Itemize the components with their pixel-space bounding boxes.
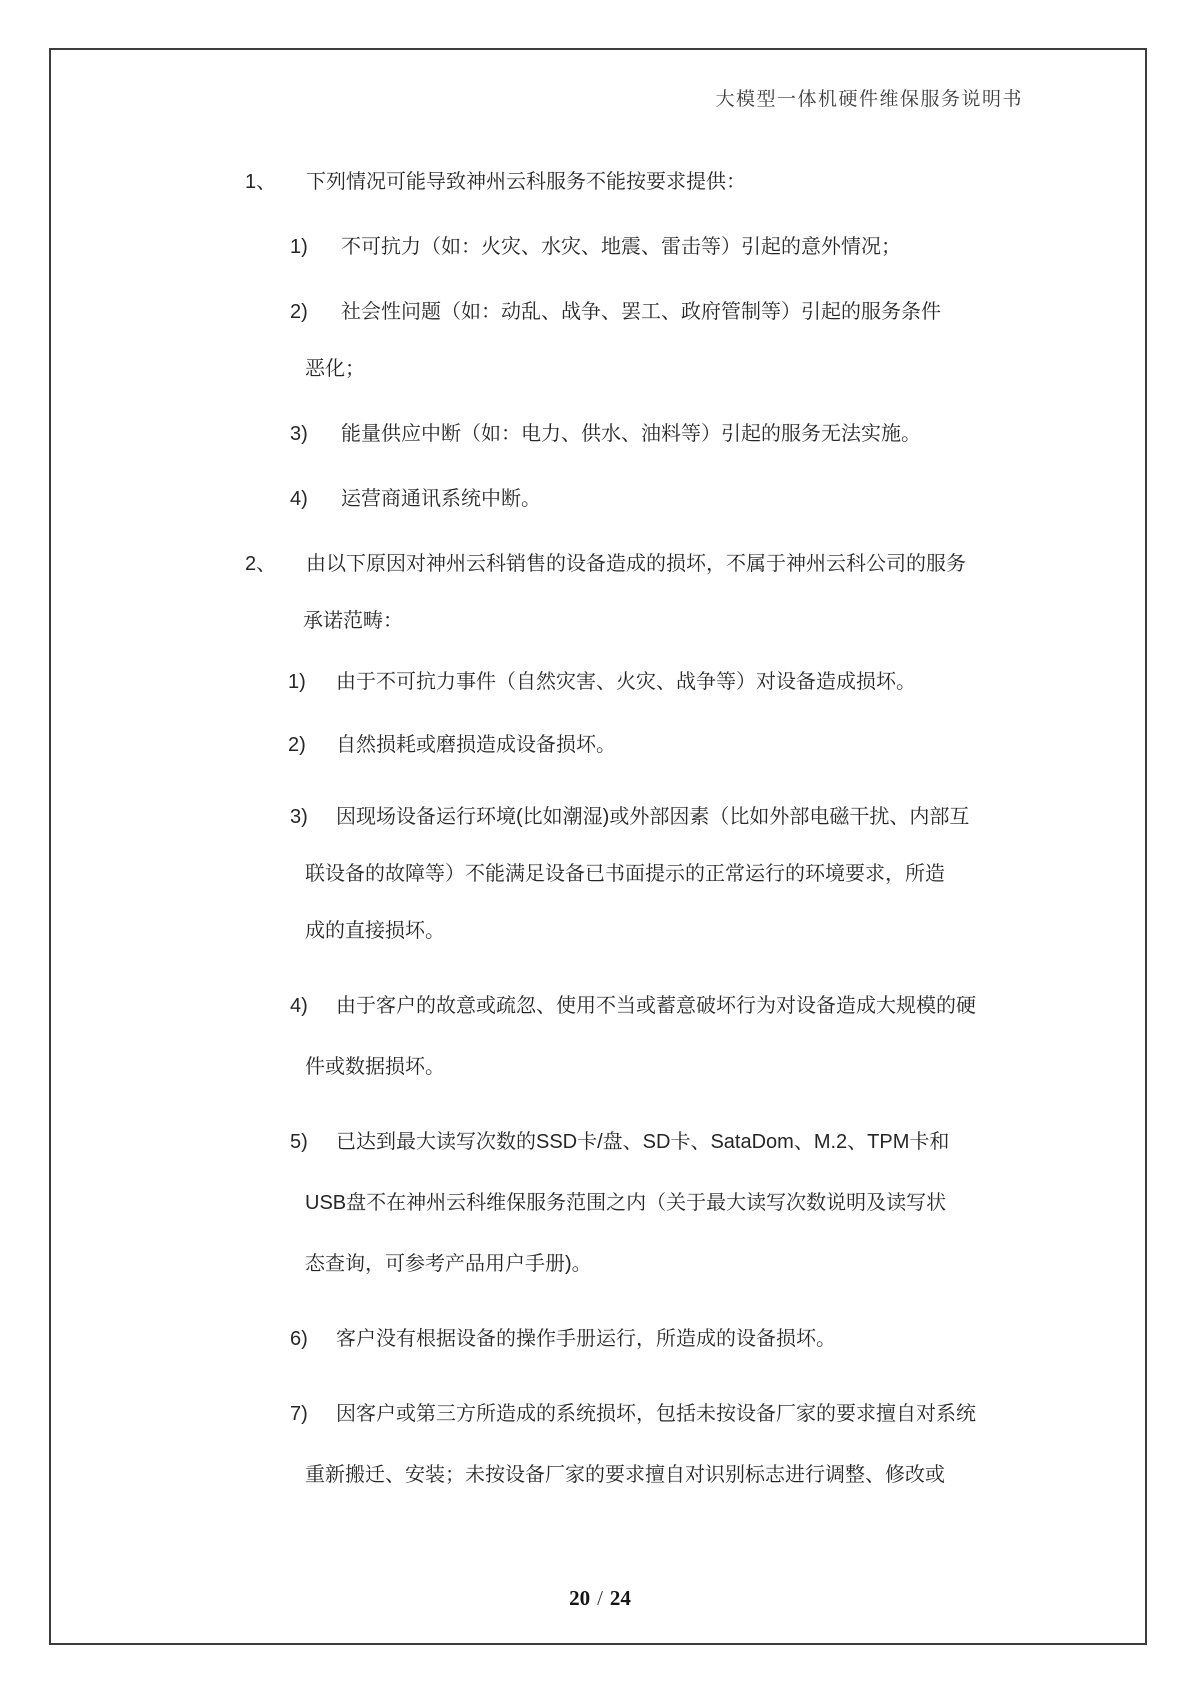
list-item-line: 联设备的故障等）不能满足设备已书面提示的正常运行的环境要求，所造: [305, 863, 945, 885]
list-item-number: 2): [290, 301, 308, 323]
list-item-line: 社会性问题（如：动乱、战争、罢工、政府管制等）引起的服务条件: [341, 301, 941, 323]
list-item-line: 重新搬迁、安装；未按设备厂家的要求擅自对识别标志进行调整、修改或: [305, 1464, 945, 1486]
list-item-line: 由于客户的故意或疏忽、使用不当或蓄意破坏行为对设备造成大规模的硬: [336, 995, 976, 1017]
list-item-line: 因现场设备运行环境(比如潮湿)或外部因素（比如外部电磁干扰、内部互: [336, 806, 970, 828]
section-number: 2、: [245, 553, 277, 575]
list-item-number: 3): [290, 423, 308, 445]
list-item-line: 自然损耗或磨损造成设备损坏。: [336, 734, 616, 756]
list-item-number: 3): [290, 806, 308, 828]
list-item-line: 客户没有根据设备的操作手册运行，所造成的设备损坏。: [336, 1328, 836, 1350]
footer-current-page: 20: [569, 1586, 591, 1610]
section-heading-line: 承诺范畴：: [303, 610, 403, 632]
header-title: 大模型一体机硬件维保服务说明书: [715, 89, 1023, 110]
list-item-line: USB盘不在神州云科维保服务范围之内（关于最大读写次数说明及读写状: [305, 1192, 947, 1214]
list-item-line: 成的直接损坏。: [305, 920, 445, 942]
list-item-number: 1): [290, 236, 308, 258]
list-item-number: 4): [290, 488, 308, 510]
footer-page-separator: /: [597, 1586, 603, 1610]
list-item-line: 运营商通讯系统中断。: [341, 488, 541, 510]
list-item-line: 不可抗力（如：火灾、水灾、地震、雷击等）引起的意外情况；: [341, 236, 901, 258]
list-item-number: 2): [288, 734, 306, 756]
section-number: 1、: [245, 171, 277, 193]
list-item-number: 7): [290, 1403, 308, 1425]
section-heading: 由以下原因对神州云科销售的设备造成的损坏，不属于神州云科公司的服务: [306, 553, 966, 575]
footer-total-pages: 24: [609, 1586, 631, 1610]
page-footer: [0, 1586, 1200, 1611]
list-item-line: 已达到最大读写次数的SSD卡/盘、SD卡、SataDom、M.2、TPM卡和: [336, 1131, 950, 1153]
list-item-line: 态查询，可参考产品用户手册)。: [305, 1253, 592, 1275]
list-item-number: 6): [290, 1328, 308, 1350]
list-item-line: 件或数据损坏。: [305, 1056, 445, 1078]
list-item-line: 因客户或第三方所造成的系统损坏，包括未按设备厂家的要求擅自对系统: [336, 1403, 976, 1425]
list-item-line: 恶化；: [305, 358, 365, 380]
list-item-line: 由于不可抗力事件（自然灾害、火灾、战争等）对设备造成损坏。: [336, 671, 916, 693]
list-item-line: 能量供应中断（如：电力、供水、油料等）引起的服务无法实施。: [341, 423, 921, 445]
section-heading: 下列情况可能导致神州云科服务不能按要求提供：: [306, 171, 746, 193]
list-item-number: 4): [290, 995, 308, 1017]
list-item-number: 1): [288, 671, 306, 693]
list-item-number: 5): [290, 1131, 308, 1153]
